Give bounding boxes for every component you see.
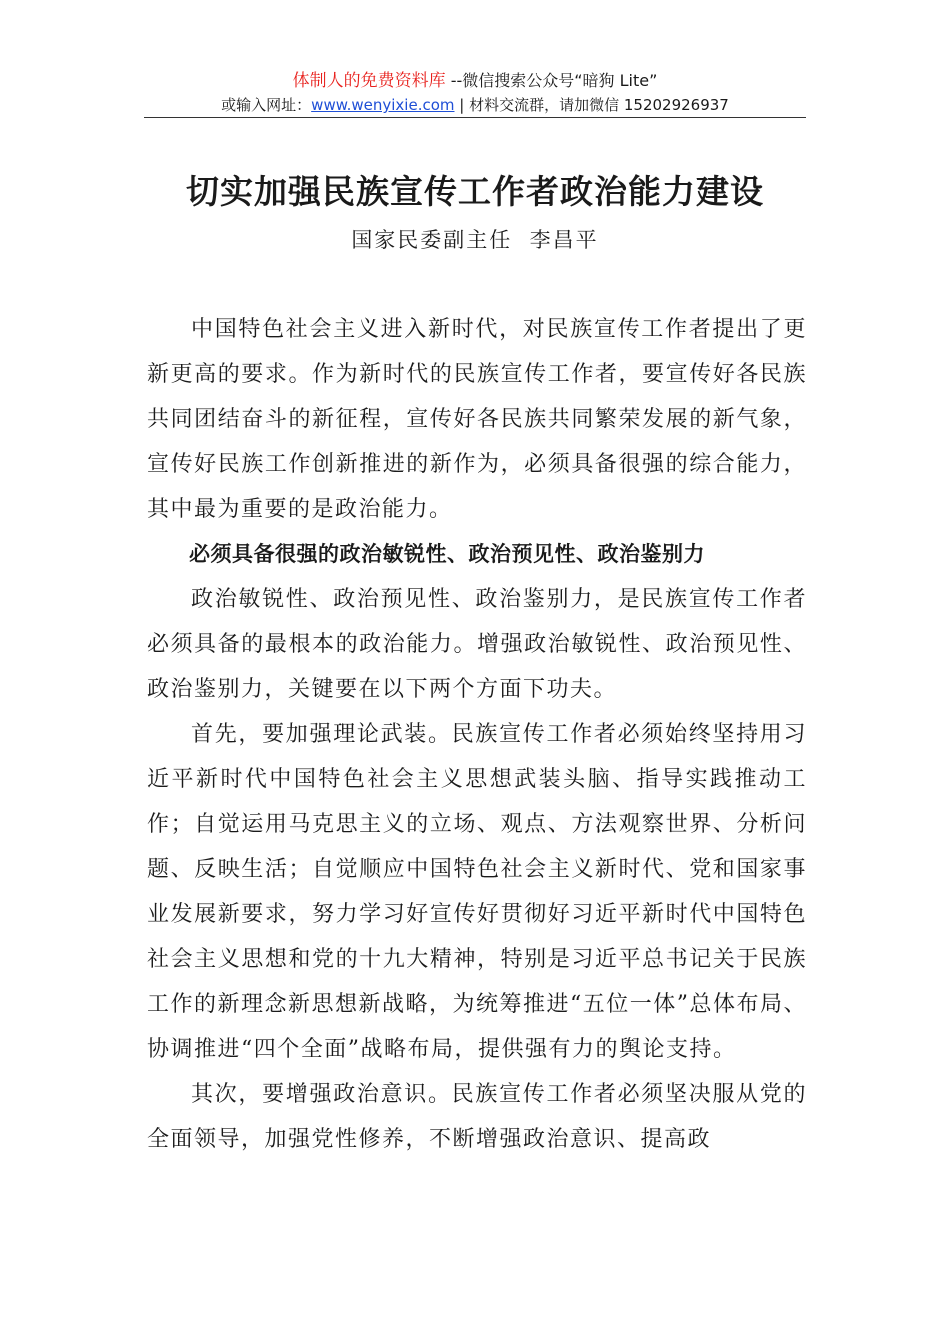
url-prefix: 或输入网址： — [221, 96, 312, 114]
section-heading: 必须具备很强的政治敏锐性、政治预见性、政治鉴别力 — [189, 542, 705, 566]
header-divider — [144, 117, 806, 118]
header-tagline: --微信搜索公众号“暗狗 Lite” — [445, 71, 658, 90]
website-link[interactable]: www.wenyixie.com — [311, 96, 455, 114]
header-promo-line — [144, 70, 806, 92]
page-header — [144, 70, 806, 116]
paragraph-first: 首先，要加强理论武装。民族宣传工作者必须始终坚持用习近平新时代中国特色社会主义思想武装头脑、指导实践推动工作；自觉运用马克思主义的立场、观点、方法观察世界、分析问题、反映生活；自觉顺应中国特色社会主义新时代、党和国家事业发展新要求，努力学习好宣传好贯彻好习近平新时代中国特色社会主义思想和党的十九大精神，特别是习近平总书记关于民族工作的新理念新思想新战略，为统筹推进“五位一体”总体布局、协调推进“四个全面”战略布局，提供强有力的舆论支持。 — [147, 722, 807, 1062]
paragraph-intro: 中国特色社会主义进入新时代，对民族宣传工作者提出了更新更高的要求。作为新时代的民族宣传工作者，要宣传好各民族共同团结奋斗的新征程，宣传好各民族共同繁荣发展的新气象，宣传好民族工作创新推进的新作为，必须具备很强的综合能力，其中最为重要的是政治能力。 — [147, 317, 807, 522]
header-contact-line — [144, 94, 806, 116]
paragraph-overview: 政治敏锐性、政治预见性、政治鉴别力，是民族宣传工作者必须具备的最根本的政治能力。增强政治敏锐性、政治预见性、政治鉴别力，关键要在以下两个方面下功夫。 — [147, 587, 807, 702]
brand-name: 体制人的免费资料库 — [292, 71, 446, 91]
paragraph-second: 其次，要增强政治意识。民族宣传工作者必须坚决服从党的全面领导，加强党性修养，不断增强政治意识、提高政 — [147, 1082, 807, 1152]
contact-info: | 材料交流群，请加微信 15202926937 — [454, 96, 729, 114]
document-author: 国家民委副主任 李昌平 — [351, 228, 599, 252]
document-title: 切实加强民族宣传工作者政治能力建设 — [186, 172, 764, 211]
document-body — [147, 307, 807, 1162]
